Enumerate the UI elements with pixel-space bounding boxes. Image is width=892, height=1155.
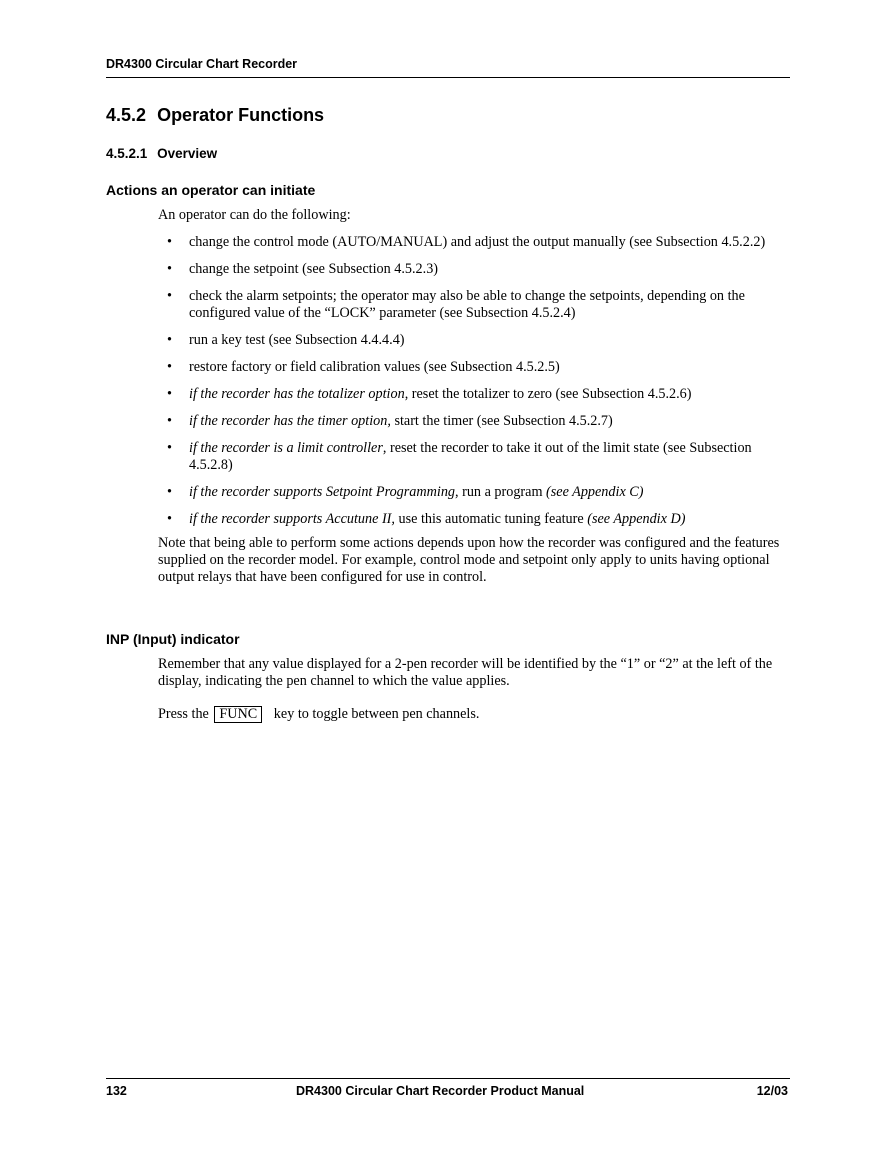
action-text: , reset the recorder to take it out of the limit state (see Subsection 4.5.2.8) [189, 440, 752, 473]
action-text: check the alarm setpoints; the operator may also be able to change the setpoints, depending on the configured value of the “LOCK” parameter (see Subsection 4.5.2.4) [189, 288, 745, 321]
action-text: change the setpoint (see Subsection 4.5.2.3) [189, 261, 439, 277]
footer-manual-title: DR4300 Circular Chart Recorder Product Manual [296, 1084, 585, 1098]
action-reference: (see Appendix D) [587, 511, 686, 527]
inp-heading: INP (Input) indicator [106, 631, 240, 647]
press-before-text: Press the [158, 706, 209, 722]
action-text: restore factory or field calibration values (see Subsection 4.5.2.5) [189, 359, 560, 375]
footer-page-number: 132 [106, 1084, 127, 1098]
action-list-item [158, 511, 790, 528]
footer-date: 12/03 [756, 1084, 788, 1098]
bullet-icon: • [167, 332, 172, 348]
func-key-box: FUNC [214, 706, 262, 723]
bullet-icon: • [167, 386, 172, 402]
action-list-item [158, 234, 790, 251]
subsection-title [106, 146, 217, 161]
subsection-title-text: Overview [157, 146, 218, 161]
action-text: run a key test (see Subsection 4.4.4.4) [189, 332, 405, 348]
bullet-icon: • [167, 484, 172, 500]
action-list-item [158, 288, 790, 322]
action-list-item [158, 332, 790, 349]
subsection-number: 4.5.2.1 [106, 146, 148, 161]
bullet-icon: • [167, 511, 172, 527]
bullet-icon: • [167, 234, 172, 250]
action-text: change the control mode (AUTO/MANUAL) and adjust the output manually (see Subsection 4.5.2.2) [189, 234, 766, 250]
inp-paragraph: Remember that any value displayed for a 2-pen recorder will be identified by the “1” or “2” at the left of the display, indicating the pen channel to which the value applies. [158, 656, 773, 689]
action-text: , run a program [455, 484, 547, 500]
action-list-item [158, 386, 790, 403]
press-after-text: key to toggle between pen channels. [273, 706, 480, 722]
action-list-item [158, 413, 790, 430]
actions-list [158, 234, 790, 538]
action-text: , reset the totalizer to zero (see Subsection 4.5.2.6) [404, 386, 692, 402]
bullet-icon: • [167, 413, 172, 429]
actions-note: Note that being able to perform some actions depends upon how the recorder was configured and the features supplied on the recorder model. For example, control mode and setpoint only apply to units having optional output relays that have been configured for use in control. [158, 535, 780, 585]
action-condition: if the recorder supports Accutune II, [189, 511, 395, 527]
footer-rule [106, 1078, 790, 1079]
bullet-icon: • [167, 261, 172, 277]
action-text: start the timer (see Subsection 4.5.2.7) [390, 413, 613, 429]
bullet-icon: • [167, 288, 172, 304]
action-condition: if the recorder has the totalizer option [189, 386, 405, 402]
action-condition: if the recorder has the timer option, [189, 413, 391, 429]
section-title-text: Operator Functions [157, 105, 325, 125]
bullet-icon: • [167, 440, 172, 456]
header-rule [106, 77, 790, 78]
action-text: use this automatic tuning feature [394, 511, 588, 527]
action-condition: if the recorder supports Setpoint Programming [189, 484, 456, 500]
bullet-icon: • [167, 359, 172, 375]
action-list-item [158, 261, 790, 278]
action-list-item [158, 440, 790, 474]
section-title [106, 105, 324, 126]
action-reference: (see Appendix C) [546, 484, 644, 500]
action-list-item [158, 359, 790, 376]
actions-intro: An operator can do the following: [158, 207, 351, 223]
action-condition: if the recorder is a limit controller [189, 440, 383, 456]
press-func-line [158, 706, 479, 723]
action-list-item [158, 484, 790, 501]
actions-heading: Actions an operator can initiate [106, 182, 316, 198]
section-number: 4.5.2 [106, 105, 147, 125]
running-header: DR4300 Circular Chart Recorder [106, 57, 298, 71]
